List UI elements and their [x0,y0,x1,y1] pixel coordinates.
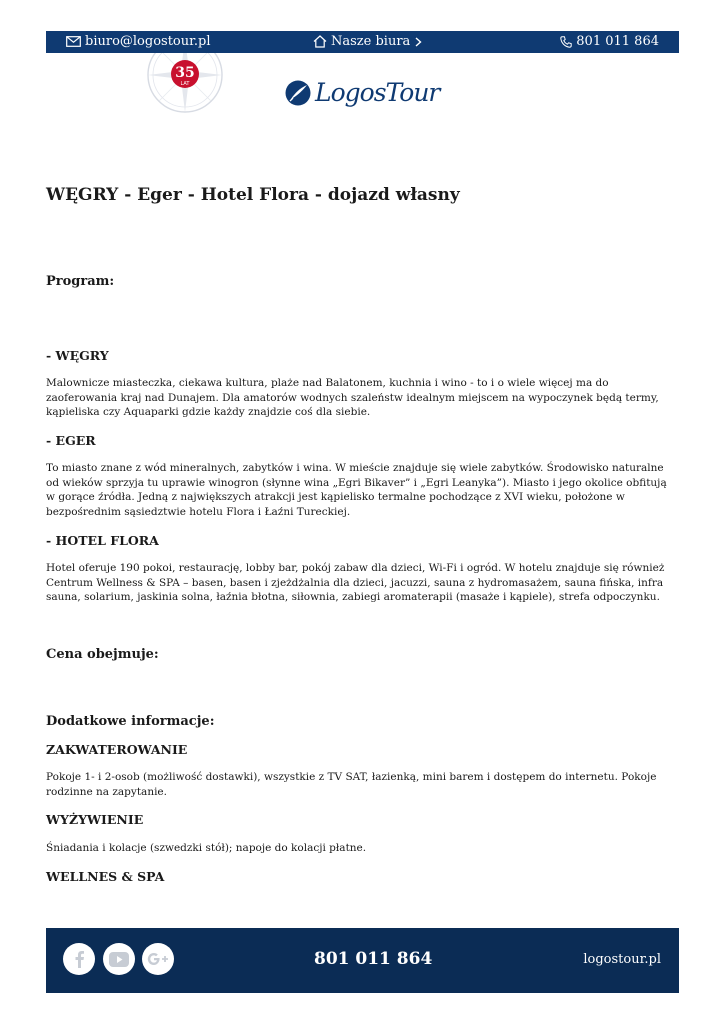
envelope-icon [66,36,81,47]
chevron-right-icon [414,37,423,47]
quill-globe-icon [285,80,311,106]
additional-info-heading: Dodatkowe informacje: [46,714,215,729]
section-text-eger: To miasto znane z wód mineralnych, zabytków i wina. W mieście znajduje się wiele zabytków. Środowisko naturalne od wieków sprzyja tu uprawie winogron (słynne wina „Egri Bikaver” i „Egri Leanyka”). Miasto i jego okolice obfitują w gorące źródła. Jedną z największych atrakcji jest kąpielisko termalne pochodzące z XVI wieku, położone w bezpośrednim sąsiedztwie hotelu Flora i Łaźni Tureckiej. [46,462,667,518]
facebook-icon[interactable] [63,943,95,975]
accommodation-text: Pokoje 1- i 2-osob (możliwość dostawki), wszystkie z TV SAT, łazienką, mini barem i dostępem do internetu. Pokoje rodzinne na zapytanie. [46,771,657,798]
email-link[interactable] [66,34,211,49]
footer-phone[interactable]: 801 011 864 [314,949,433,969]
phone-icon [560,36,572,48]
badge-label: LAT [180,81,190,87]
footer-website-link[interactable]: logostour.pl [583,952,661,967]
compass-rose-icon [144,53,226,115]
top-contact-bar [46,31,679,53]
logo-wordmark: LogosTour [315,78,440,107]
wellness-heading: WELLNES & SPA [46,869,165,884]
meals-text: Śniadania i kolacje (szwedzki stół); napoje do kolacji płatne. [46,842,367,854]
section-heading-hotel: - HOTEL FLORA [46,533,159,548]
home-icon [313,35,327,48]
section-heading-hungary: - WĘGRY [46,348,109,363]
section-heading-eger: - EGER [46,433,96,448]
offices-text: Nasze biura [331,34,411,49]
accommodation-heading: ZAKWATEROWANIE [46,742,188,757]
footer [46,928,679,993]
page-title: WĘGRY - Eger - Hotel Flora - dojazd własny [46,185,460,205]
offices-link[interactable] [313,34,423,49]
price-heading: Cena obejmuje: [46,647,159,662]
anniversary-badge [144,53,226,115]
badge-number: 35 [175,65,195,81]
phone-link[interactable] [560,34,659,49]
program-heading: Program: [46,274,115,289]
email-text: biuro@logostour.pl [85,34,211,49]
meals-heading: WYŻYWIENIE [46,812,144,827]
phone-text: 801 011 864 [576,34,659,49]
section-text-hungary: Malownicze miasteczka, ciekawa kultura, plaże nad Balatonem, kuchnia i wino - to i o wiele więcej ma do zaoferowania kraj nad Dunajem. Dla amatorów wodnych szaleństw idealnym miejscem na wypoczynek będą termy, kąpieliska czy Aquaparki gdzie każdy znajdzie coś dla siebie. [46,377,659,419]
logostour-logo[interactable] [285,78,439,107]
youtube-icon[interactable] [103,943,135,975]
google-plus-icon[interactable] [142,943,174,975]
section-text-hotel: Hotel oferuje 190 pokoi, restaurację, lobby bar, pokój zabaw dla dzieci, Wi-Fi i ogród. W hotelu znajduje się również Centrum Wellness & SPA – basen, basen i zjeżdżalnia dla dzieci, jacuzzi, sauna z hydromasażem, sauna fińska, infra sauna, solarium, jaskinia solna, łaźnia błotna, siłownia, zabiegi aromaterapii (masaże i kąpiele), strefa odpoczynku. [46,562,665,604]
